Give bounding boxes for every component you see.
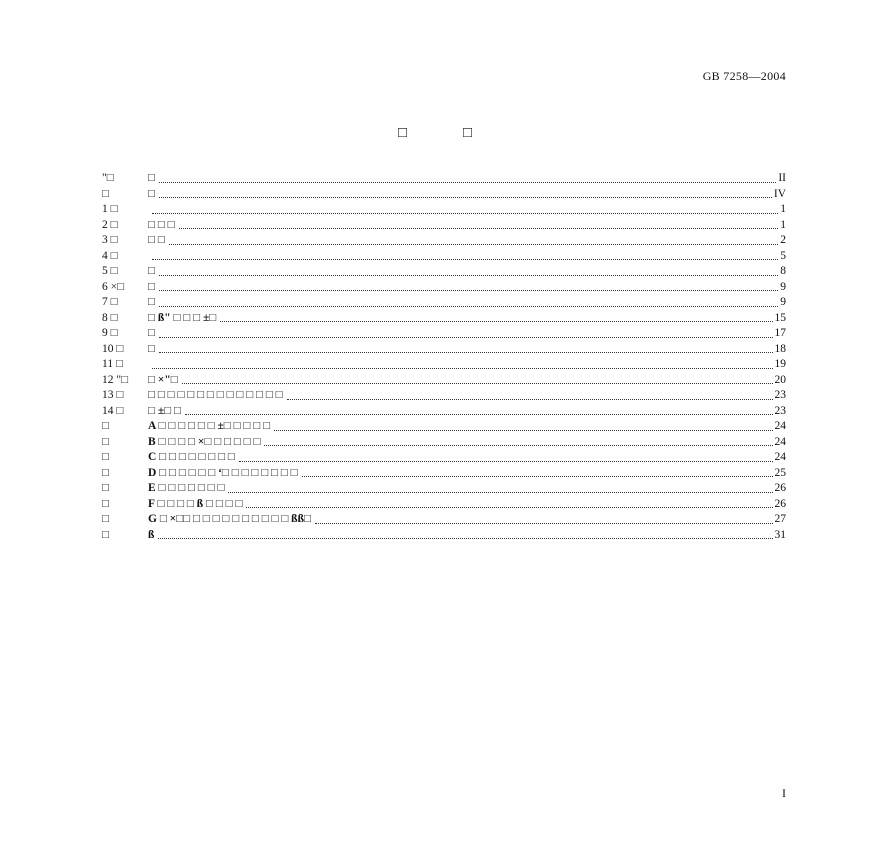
- toc-entry-page: 24: [774, 435, 786, 448]
- toc-entry-page: IV: [773, 187, 786, 200]
- toc-entry[interactable]: [102, 497, 786, 513]
- toc-entry-number: 5 □: [102, 265, 118, 277]
- toc-leader: [152, 258, 778, 260]
- toc-entry[interactable]: [102, 187, 786, 203]
- toc-entry-page: 23: [774, 389, 786, 401]
- toc-entry-page: 2: [780, 234, 786, 246]
- toc-leader: [228, 491, 772, 493]
- toc-entry-title: G □ ×□□ □ □ □ □ □ □ □ □ □ □ ßß□: [148, 513, 311, 525]
- toc-entry-page: 20: [774, 373, 786, 386]
- toc-entry-title: ß: [148, 528, 155, 541]
- toc-entry[interactable]: [102, 388, 786, 404]
- toc-entry-title: A □ □ □ □ □ □ ±□ □ □ □ □: [148, 420, 271, 432]
- toc-entry-title: F □ □ □ □ ß □ □ □ □: [148, 497, 243, 510]
- toc-entry-title: □: [148, 296, 155, 308]
- toc-entry-page: 23: [774, 404, 786, 417]
- toc-entry[interactable]: [102, 373, 786, 389]
- toc-leader: [158, 537, 772, 539]
- toc-entry-title: □ □ □ □ □ □ □ □ □ □ □ □ □ □: [148, 389, 283, 401]
- toc-leader: [274, 429, 772, 431]
- toc-entry-page: 9: [780, 296, 786, 308]
- toc-entry-number: □: [102, 420, 109, 432]
- toc-entry-title: C □ □ □ □ □ □ □ □: [148, 451, 235, 463]
- toc-entry[interactable]: [102, 357, 786, 373]
- toc-entry[interactable]: [102, 481, 786, 497]
- toc-leader: [159, 336, 773, 338]
- toc-entry[interactable]: [102, 280, 786, 296]
- toc-entry[interactable]: [102, 404, 786, 420]
- toc-entry-page: 26: [774, 482, 786, 494]
- toc-entry-page: 1: [780, 218, 786, 231]
- toc-entry-page: 8: [780, 265, 786, 277]
- toc-entry-title: □: [148, 280, 155, 293]
- toc-entry-number: □: [102, 451, 109, 463]
- toc-entry[interactable]: [102, 528, 786, 544]
- toc-entry[interactable]: [102, 311, 786, 327]
- toc-entry-title: □ □ □: [148, 218, 175, 231]
- toc-entry-number: 10 □: [102, 342, 124, 355]
- toc-entry-number: 14 □: [102, 404, 124, 417]
- toc-entry-page: 15: [774, 311, 786, 324]
- toc-leader: [159, 289, 778, 291]
- toc-leader: [185, 413, 773, 415]
- toc-entry-number: 9 □: [102, 327, 118, 339]
- toc-entry-title: □: [148, 172, 155, 184]
- toc-entry-page: 19: [774, 358, 786, 370]
- toc-entry-title: □ ß" □ □ □ ±□: [148, 311, 217, 324]
- toc-entry[interactable]: [102, 295, 786, 311]
- toc-entry-number: 2 □: [102, 218, 118, 231]
- toc-entry-title: □: [148, 187, 155, 200]
- toc-leader: [169, 243, 778, 245]
- toc-entry[interactable]: [102, 419, 786, 435]
- table-of-contents: [102, 171, 786, 543]
- toc-entry-title: D □ □ □ □ □ □ ‘□ □ □ □ □ □ □ □: [148, 466, 298, 479]
- toc-entry[interactable]: [102, 218, 786, 234]
- toc-title-part1: □: [397, 125, 407, 141]
- toc-leader: [264, 444, 772, 446]
- toc-leader: [315, 522, 773, 524]
- toc-entry-number: 8 □: [102, 311, 118, 324]
- toc-entry-title: □: [148, 327, 155, 339]
- toc-entry-number: 3 □: [102, 234, 118, 246]
- toc-entry-title: □: [148, 265, 155, 277]
- toc-entry-number: 6 ×□: [102, 280, 125, 293]
- toc-entry[interactable]: [102, 466, 786, 482]
- toc-entry[interactable]: [102, 249, 786, 265]
- toc-entry[interactable]: [102, 233, 786, 249]
- toc-leader: [159, 305, 778, 307]
- toc-entry-number: □: [102, 466, 109, 479]
- toc-entry-page: 18: [774, 342, 786, 355]
- toc-entry-number: □: [102, 482, 109, 494]
- toc-leader: [159, 351, 773, 353]
- toc-entry[interactable]: [102, 326, 786, 342]
- toc-entry-number: 11 □: [102, 358, 123, 370]
- page-number: I: [782, 786, 786, 800]
- toc-entry[interactable]: [102, 435, 786, 451]
- toc-entry-title: □ ×"□: [148, 373, 178, 386]
- toc-entry[interactable]: [102, 264, 786, 280]
- toc-leader: [287, 398, 773, 400]
- toc-leader: [220, 320, 772, 322]
- toc-entry-page: 1: [780, 203, 786, 215]
- toc-entry-number: □: [102, 187, 109, 200]
- toc-entry[interactable]: [102, 342, 786, 358]
- toc-leader: [152, 367, 773, 369]
- toc-leader: [302, 475, 773, 477]
- toc-entry-page: 24: [774, 420, 786, 432]
- toc-entry-page: 5: [780, 249, 786, 262]
- toc-leader: [182, 382, 773, 384]
- toc-entry-number: □: [102, 513, 109, 525]
- toc-entry-number: 13 □: [102, 389, 124, 401]
- toc-entry-page: 27: [774, 513, 786, 525]
- toc-entry-title: □: [148, 342, 155, 355]
- toc-entry-number: 7 □: [102, 296, 118, 308]
- toc-entry[interactable]: [102, 450, 786, 466]
- toc-entry-number: □: [102, 435, 109, 448]
- toc-entry-page: 9: [780, 280, 786, 293]
- toc-entry-page: II: [778, 172, 786, 184]
- toc-entry-page: 17: [774, 327, 786, 339]
- toc-entry-title: □ □: [148, 234, 165, 246]
- toc-entry-title: E □ □ □ □ □ □ □: [148, 482, 225, 494]
- toc-entry-number: 12 "□: [102, 373, 129, 386]
- toc-entry-number: 1 □: [102, 203, 118, 215]
- toc-leader: [159, 274, 778, 276]
- toc-leader: [159, 181, 776, 183]
- toc-entry-page: 24: [774, 451, 786, 463]
- toc-entry[interactable]: [102, 202, 786, 218]
- toc-leader: [152, 212, 778, 214]
- toc-title: [0, 125, 870, 142]
- toc-entry-number: "□: [102, 172, 114, 184]
- toc-leader: [239, 460, 773, 462]
- toc-title-part2: □: [463, 125, 473, 141]
- standard-code: GB 7258—2004: [702, 69, 786, 83]
- toc-entry-title: B □ □ □ □ ×□ □ □ □ □ □: [148, 435, 261, 448]
- toc-leader: [179, 227, 779, 229]
- toc-entry-page: 25: [774, 466, 786, 479]
- toc-entry-page: 26: [774, 497, 786, 510]
- toc-entry-page: 31: [774, 528, 786, 541]
- toc-entry[interactable]: [102, 512, 786, 528]
- toc-entry[interactable]: [102, 171, 786, 187]
- toc-entry-number: □: [102, 497, 109, 510]
- toc-leader: [246, 506, 772, 508]
- toc-entry-title: □ ±□ □: [148, 404, 181, 417]
- toc-entry-number: 4 □: [102, 249, 118, 262]
- toc-leader: [159, 196, 772, 198]
- toc-entry-number: □: [102, 528, 109, 541]
